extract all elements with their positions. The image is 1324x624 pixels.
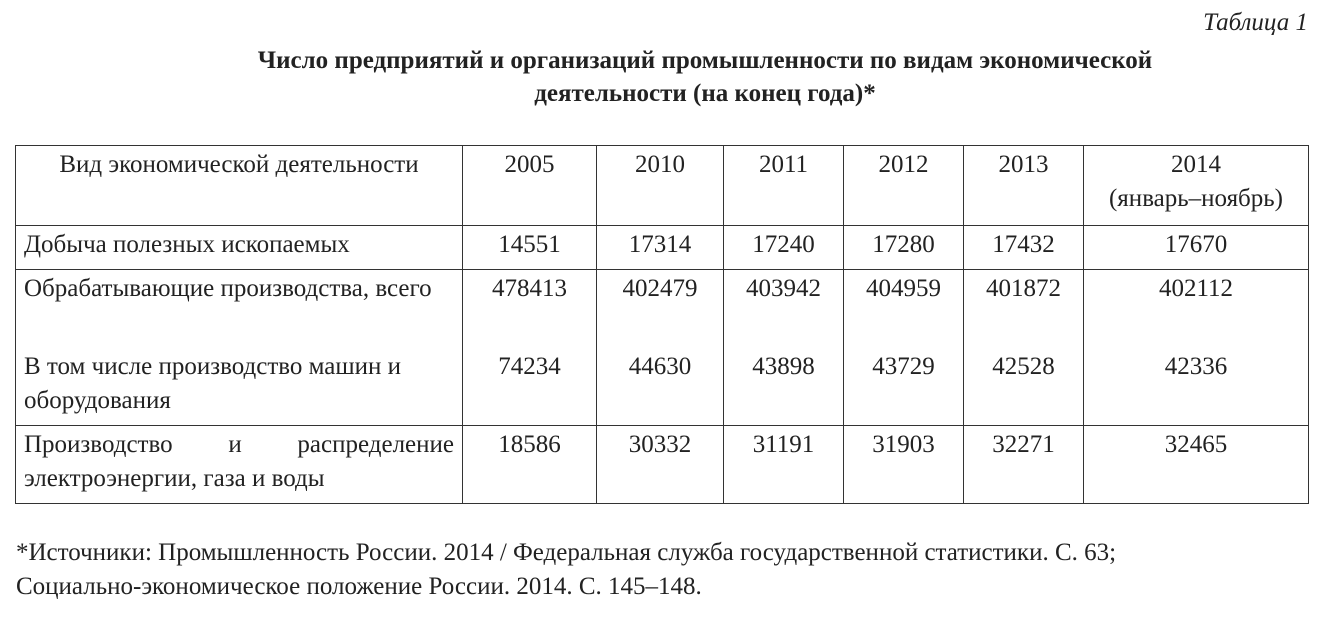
- header-cell-year: 2013: [964, 146, 1084, 226]
- table-title-line-1: Число предприятий и организаций промышленности по видам экономической: [257, 47, 1153, 74]
- table-row: [16, 226, 1309, 270]
- source-footnote: [16, 536, 1316, 604]
- value-cell: 43729: [844, 348, 964, 426]
- row-label: В том числе производство машин и оборудования: [16, 348, 463, 426]
- table-row: [16, 270, 1309, 348]
- value-cell: 31903: [844, 426, 964, 504]
- value-cell: 17240: [724, 226, 844, 270]
- value-cell: 42336: [1084, 348, 1309, 426]
- header-cell-year: 2010: [597, 146, 724, 226]
- value-cell: 43898: [724, 348, 844, 426]
- value-cell: 403942: [724, 270, 844, 348]
- table-title: [0, 44, 1324, 110]
- header-cell-year: 2005: [463, 146, 597, 226]
- footnote-line-2: Социально-экономическое положение России. 2014. С. 145–148.: [16, 573, 702, 600]
- value-cell: 478413: [463, 270, 597, 348]
- footnote-line-1: *Источники: Промышленность России. 2014 / Федеральная служба государственной статистики. С. 63;: [16, 539, 1117, 566]
- row-label: Производство и распределение электроэнергии, газа и воды: [16, 426, 463, 504]
- value-cell: 42528: [964, 348, 1084, 426]
- table-title-line-2: деятельности (на конец года)*: [534, 80, 876, 107]
- table-row: [16, 348, 1309, 426]
- value-cell: 404959: [844, 270, 964, 348]
- header-cell-activity: Вид экономической деятельности: [16, 146, 463, 226]
- data-table: [15, 145, 1309, 504]
- value-cell: 31191: [724, 426, 844, 504]
- table-caption: Таблица 1: [1203, 9, 1308, 36]
- header-cell-year: 2012: [844, 146, 964, 226]
- value-cell: 401872: [964, 270, 1084, 348]
- value-cell: 32271: [964, 426, 1084, 504]
- value-cell: 402112: [1084, 270, 1309, 348]
- header-row: [16, 146, 1309, 226]
- table-row: [16, 426, 1309, 504]
- value-cell: 17280: [844, 226, 964, 270]
- header-cell-year: 2011: [724, 146, 844, 226]
- value-cell: 17432: [964, 226, 1084, 270]
- value-cell: 44630: [597, 348, 724, 426]
- value-cell: 74234: [463, 348, 597, 426]
- value-cell: 14551: [463, 226, 597, 270]
- value-cell: 18586: [463, 426, 597, 504]
- value-cell: 17314: [597, 226, 724, 270]
- value-cell: 402479: [597, 270, 724, 348]
- value-cell: 17670: [1084, 226, 1309, 270]
- value-cell: 32465: [1084, 426, 1309, 504]
- row-label: Обрабатывающие производства, всего: [16, 270, 463, 348]
- row-label: Добыча полезных ископаемых: [16, 226, 463, 270]
- header-cell-year: 2014 (январь–ноябрь): [1084, 146, 1309, 226]
- value-cell: 30332: [597, 426, 724, 504]
